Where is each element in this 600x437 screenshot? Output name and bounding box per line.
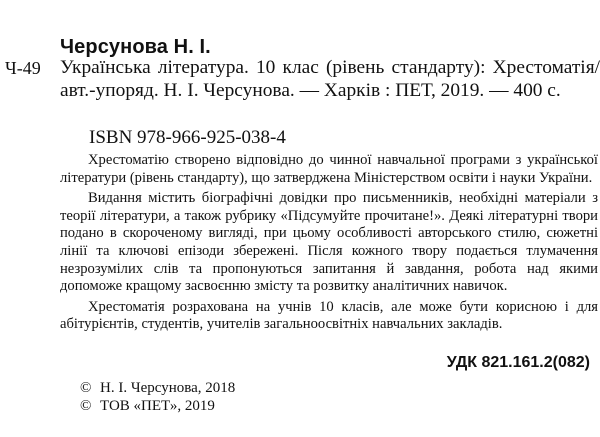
udk-code: УДК 821.161.2(082) [446,354,590,371]
copyright-text: Н. І. Черсунова, 2018 [100,380,236,396]
copyright-line [80,380,235,397]
isbn: ISBN 978-966-925-038-4 [89,127,286,148]
annotation-paragraph: Видання містить біографічні довідки про письменників, необхідні матеріали з теорії літератури, а також рубрику «Підсумуйте прочитане!». Деякі літературні твори подано в скороченому вигляді, при цьому особливості авторського стилю, сюжетні лінії та ключові епізоди збережені. Після кожного твору подається тлумачення незрозумілих слів та пропонуються запитання й завдання, робота над якими допоможе кращому засвоєнню змісту та розвитку аналітичних навичок. [60,190,598,295]
annotation-paragraph: Хрестоматія розрахована на учнів 10 класів, але може бути корисною і для абітурієнтів, студентів, учителів загальноосвітніх навчальних закладів. [60,298,598,333]
annotation [60,152,598,334]
annotation-paragraph: Хрестоматію створено відповідно до чинної навчальної програми з української літератури (рівень стандарту), що затверджена Міністерством освіти і науки України. [60,152,598,186]
copyright-text: ТОВ «ПЕТ», 2019 [100,398,215,414]
copyright-icon: © [80,380,92,396]
copyright-line [80,398,215,415]
catalog-code: Ч-49 [5,58,41,78]
bibliographic-title: Українська література. 10 клас (рівень стандарту): Хрестоматія/ авт.-упоряд. Н. І. Черсунова. — Харків : ПЕТ, 2019. — 400 с. [60,57,600,101]
author-name: Черсунова Н. І. [60,36,211,58]
copyright-icon: © [80,398,92,414]
